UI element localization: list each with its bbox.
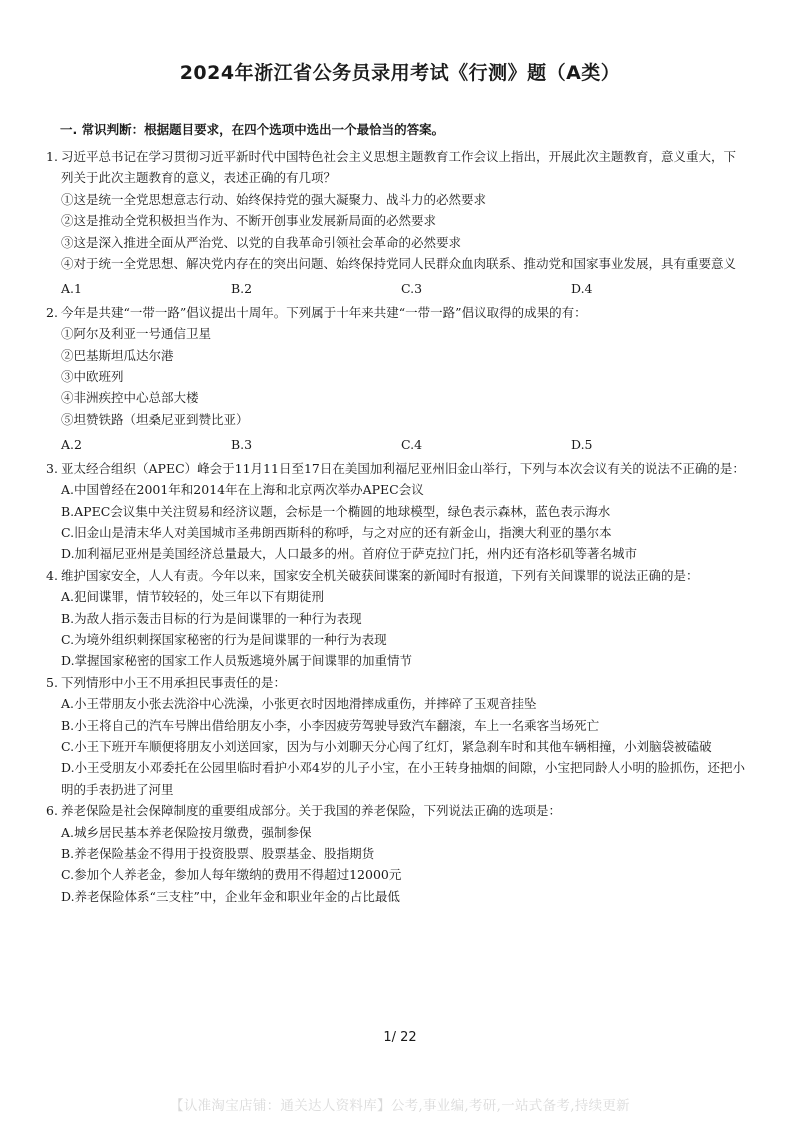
option-d: D.5: [571, 437, 593, 453]
option-c: C.4: [401, 437, 423, 453]
option-d: D.加利福尼亚州是美国经济总量最大，人口最多的州。首府位于萨克拉门托，州内还有洛杉矶等著名城市: [61, 546, 638, 562]
question-number: 3.: [46, 460, 58, 476]
question-number: 5.: [46, 674, 58, 690]
statement-item: ④对于统一全党思想、解决党内存在的突出问题、始终保持党同人民群众血肉联系、推动党和国家事业发展，具有重要意义: [61, 256, 737, 272]
option-d: D.养老保险体系“三支柱”中，企业年金和职业年金的占比最低: [61, 888, 400, 904]
question-number: 1.: [46, 149, 58, 164]
question-number: 4.: [46, 567, 58, 583]
option-c: C.3: [401, 281, 423, 297]
option-a: A.小王带朋友小张去洗浴中心洗澡，小张更衣时因地滑摔成重伤，并摔碎了玉观音挂坠: [61, 696, 537, 712]
question-stem: 养老保险是社会保障制度的重要组成部分。关于我国的养老保险，下列说法正确的选项是：: [61, 803, 562, 819]
option-c: C.旧金山是清末华人对美国城市圣弗朗西斯科的称呼，与之对应的还有新金山，指澳大利亚的墨尔本: [61, 524, 612, 540]
option-a: A.1: [61, 281, 82, 297]
statement-item: ⑤坦赞铁路（坦桑尼亚到赞比亚）: [61, 411, 249, 427]
exam-title: 2024年浙江省公务员录用考试《行测》题（A类）: [179, 62, 621, 84]
option-b: B.APEC会议集中关注贸易和经济议题，会标是一个椭圆的地球模型，绿色表示森林，蓝色表示海水: [61, 503, 611, 519]
question-2: [46, 302, 746, 456]
option-c: C.小王下班开车顺便将朋友小刘送回家，因为与小刘聊天分心闯了红灯，紧急刹车时和其他车辆相撞，小刘脑袋被磕破: [61, 738, 712, 754]
option-b: B.小王将自己的汽车号牌出借给朋友小李，小李因疲劳驾驶导致汽车翻滚，车上一名乘客当场死亡: [61, 717, 600, 733]
question-stem: 今年是共建“一带一路”倡议提出十周年。下列属于十年来共建“一带一路”倡议取得的成果的有：: [61, 304, 587, 320]
option-c: C.参加个人养老金，参加人每年缴纳的费用不得超过12000元: [61, 867, 402, 883]
option-b: B.2: [231, 281, 253, 297]
option-d: D.小王受朋友小邓委托在公园里临时看护小邓4岁的儿子小宝，在小王转身抽烟的间隙，小宝把同龄人小明的脸抓伤，还把小明的手表扔进了河里: [61, 760, 746, 797]
option-row: [46, 434, 746, 455]
question-stem: 习近平总书记在学习贯彻习近平新时代中国特色社会主义思想主题教育工作会议上指出，开展此次主题教育，意义重大，下列关于此次主题教育的意义，表述正确的有几项？: [61, 149, 737, 186]
option-a: A.中国曾经在2001年和2014年在上海和北京两次举办APEC会议: [61, 482, 424, 498]
statement-item: ③这是深入推进全面从严治党、以党的自我革命引领社会革命的必然要求: [61, 234, 462, 250]
question-stem: 亚太经合组织（APEC）峰会于11月11日至17日在美国加利福尼亚州旧金山举行，下列与本次会议有关的说法不正确的是：: [61, 460, 745, 476]
question-5: [46, 672, 746, 800]
statement-item: ③中欧班列: [61, 369, 124, 385]
question-3: [46, 458, 746, 565]
option-d: D.4: [571, 281, 593, 297]
question-number: 6.: [46, 803, 58, 819]
option-d: D.掌握国家秘密的国家工作人员叛逃境外属于间谍罪的加重情节: [61, 653, 413, 669]
watermark-text: 【认准淘宝店铺：通关达人资料库】公考,事业编,考研,一站式备考,持续更新: [170, 1098, 630, 1114]
questions-area: [46, 146, 746, 907]
statement-item: ①这是统一全党思想意志行动、始终保持党的强大凝聚力、战斗力的必然要求: [61, 191, 487, 207]
option-b: B.养老保险基金不得用于投资股票、股票基金、股指期货: [61, 846, 375, 861]
option-b: B.3: [231, 437, 253, 453]
option-c: C.为境外组织刺探国家秘密的行为是间谍罪的一种行为表现: [61, 631, 387, 647]
option-row: [46, 278, 746, 299]
statement-item: ②巴基斯坦瓜达尔港: [61, 347, 174, 363]
question-number: 2.: [46, 304, 58, 320]
statement-item: ②这是推动全党积极担当作为、不断开创事业发展新局面的必然要求: [61, 213, 437, 229]
question-1: [46, 146, 746, 300]
page-number: 1/ 22: [383, 1030, 417, 1045]
section-heading: 一. 常识判断：根据题目要求，在四个选项中选出一个最恰当的答案。: [60, 122, 445, 137]
question-stem: 下列情形中小王不用承担民事责任的是：: [61, 674, 287, 690]
statement-item: ④非洲疾控中心总部大楼: [61, 390, 199, 406]
option-a: A.城乡居民基本养老保险按月缴费，强制参保: [61, 824, 312, 840]
option-a: A.犯间谍罪，情节较轻的，处三年以下有期徒刑: [61, 589, 325, 605]
option-b: B.为敌人指示轰击目标的行为是间谍罪的一种行为表现: [61, 610, 362, 626]
question-4: [46, 565, 746, 672]
question-stem: 维护国家安全，人人有责。今年以来，国家安全机关破获间谍案的新闻时有报道，下列有关间谍罪的说法正确的是：: [61, 567, 699, 583]
question-6: [46, 800, 746, 907]
option-a: A.2: [61, 437, 82, 453]
statement-item: ①阿尔及利亚一号通信卫星: [61, 326, 212, 342]
